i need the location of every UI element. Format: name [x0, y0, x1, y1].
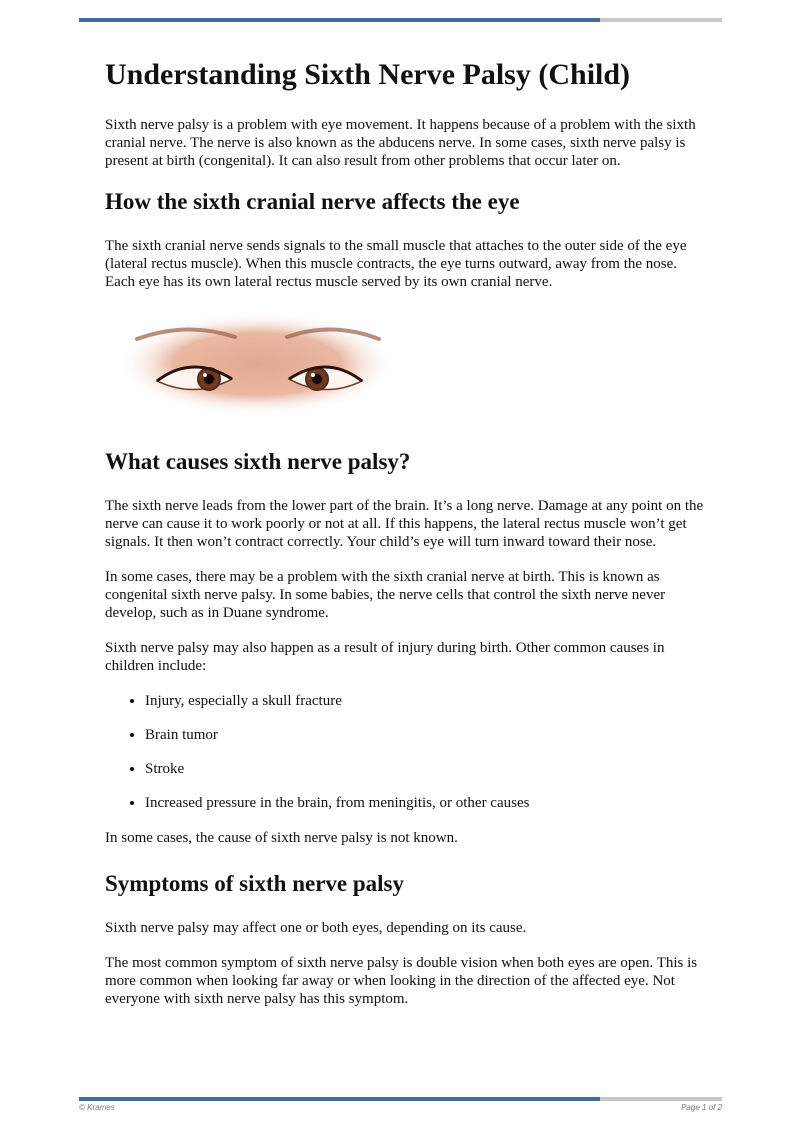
list-item: • Injury, especially a skull fracture: [145, 692, 705, 710]
section-heading-nerve: How the sixth cranial nerve affects the eye: [105, 189, 520, 214]
bottom-progress-bar: [79, 1097, 722, 1101]
nerve-paragraph: The sixth cranial nerve sends signals to the small muscle that attaches to the outer side of the eye (lateral rectus muscle). When this muscle contracts, the eye turns outward, away from the nose. Each eye has its own lateral rectus muscle served by its own cranial nerve.: [105, 238, 687, 290]
causes-paragraph-3: Sixth nerve palsy may also happen as a result of injury during birth. Other common causes in children include:: [105, 640, 665, 674]
causes-paragraph-2: In some cases, there may be a problem with the sixth cranial nerve at birth. This is known as congenital sixth nerve palsy. In some babies, the nerve cells that control the sixth nerve never develop, such as in Duane syndrome.: [105, 569, 666, 621]
intro-paragraph: Sixth nerve palsy is a problem with eye movement. It happens because of a problem with the sixth cranial nerve. The nerve is also known as the abducens nerve. In some cases, sixth nerve palsy is present at birth (congenital). It can also result from other problems that occur later on.: [105, 117, 696, 169]
section-heading-causes: What causes sixth nerve palsy?: [105, 449, 411, 474]
top-progress-bar: [79, 18, 722, 22]
causes-list: [105, 692, 705, 812]
footer-page-number: Page 1 of 2: [681, 1103, 722, 1112]
document-body: [105, 56, 705, 1025]
symptoms-paragraph-1: Sixth nerve palsy may affect one or both eyes, depending on its cause.: [105, 920, 527, 936]
top-progress-fill: [79, 18, 600, 22]
causes-unknown-paragraph: In some cases, the cause of sixth nerve palsy is not known.: [105, 830, 458, 846]
eyes-illustration-icon: [117, 309, 397, 419]
list-item: • Brain tumor: [145, 726, 705, 744]
bottom-progress-fill: [79, 1097, 600, 1101]
list-item: • Stroke: [145, 760, 705, 778]
causes-paragraph-1: The sixth nerve leads from the lower part of the brain. It’s a long nerve. Damage at any point on the nerve can cause it to work poorly or not at all. If this happens, the lateral rectus muscle won’t get signals. It then won’t contract correctly. Your child’s eye will turn inward toward their nose.: [105, 498, 704, 550]
symptoms-paragraph-2: The most common symptom of sixth nerve palsy is double vision when both eyes are open. This is more common when looking far away or when looking in the direction of the affected eye. Not everyone with sixth nerve palsy has this symptom.: [105, 955, 698, 1007]
list-item: • Increased pressure in the brain, from meningitis, or other causes: [145, 794, 705, 812]
footer-copyright: © Krames: [79, 1103, 115, 1112]
section-heading-symptoms: Symptoms of sixth nerve palsy: [105, 871, 405, 896]
page-title: Understanding Sixth Nerve Palsy (Child): [105, 58, 631, 91]
